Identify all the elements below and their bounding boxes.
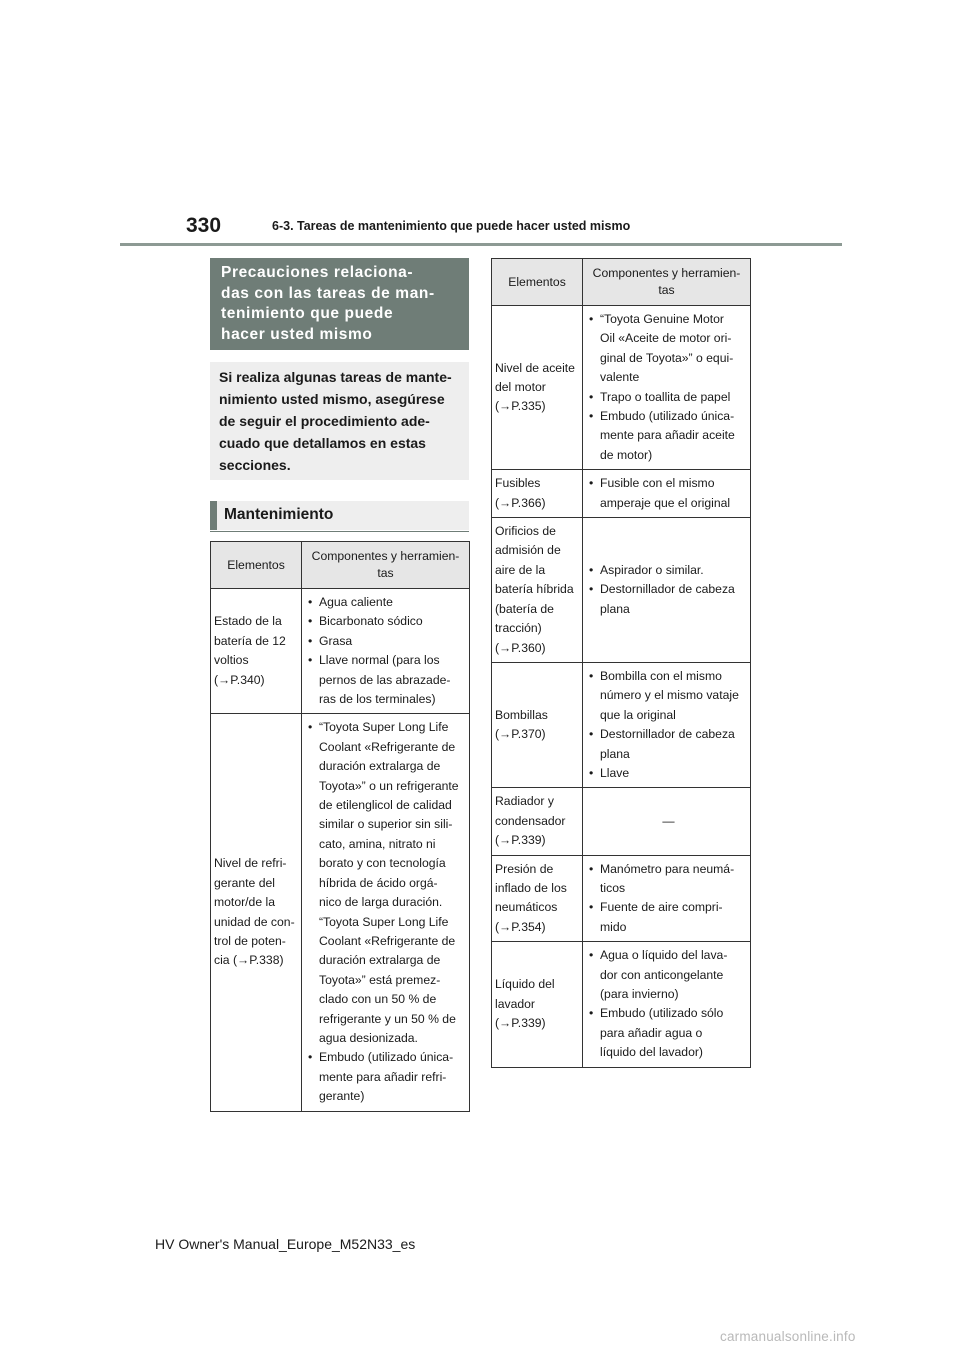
- caution-heading-line: tenimiento que puede: [221, 305, 394, 322]
- component-line: • Fusible con el mismo: [600, 476, 715, 491]
- component-line: híbrida de ácido orgá-: [319, 875, 438, 890]
- column-header-line: tas: [658, 283, 675, 297]
- item-cell: [492, 855, 583, 942]
- component-line: amperaje que el original: [600, 495, 731, 510]
- item-cell: [492, 662, 583, 787]
- component-line: duración extralarga de: [319, 759, 441, 774]
- item-line: admisión de: [495, 543, 561, 558]
- item-line: Presión de: [495, 861, 554, 876]
- item-line: voltios: [214, 653, 249, 668]
- item-line: Fusibles: [495, 476, 541, 491]
- intro-line: nimiento usted mismo, asegúrese: [219, 391, 445, 407]
- component-line: • Agua o líquido del lava-: [600, 948, 728, 963]
- component-line: duración extralarga de: [319, 953, 441, 968]
- component-line: plana: [600, 601, 630, 616]
- component-bullet: [589, 580, 748, 619]
- item-cell: [492, 788, 583, 855]
- component-bullet: [589, 667, 748, 725]
- component-line: • Llave: [600, 765, 630, 780]
- components-cell: [583, 306, 751, 470]
- component-bullet: [308, 718, 467, 1048]
- component-line: ginal de Toyota»” o equi-: [600, 350, 734, 365]
- components-cell: [583, 942, 751, 1067]
- item-line: (→P.339): [495, 1016, 546, 1031]
- item-line: unidad de con-: [214, 914, 295, 929]
- component-line: líquido del lavador): [600, 1045, 703, 1060]
- component-line: • Destornillador de cabeza: [600, 582, 735, 597]
- column-header-components: [302, 542, 470, 589]
- component-bullet: [308, 593, 467, 612]
- components-cell: [583, 855, 751, 942]
- intro-line: cuado que detallamos en estas: [219, 435, 426, 451]
- item-line: (→P.354): [495, 919, 546, 934]
- component-line: Toyota»” está premez-: [319, 972, 441, 987]
- item-line: gerante del: [214, 875, 275, 890]
- component-line: mido: [600, 919, 627, 934]
- component-line: valente: [600, 370, 640, 385]
- maintenance-table-left: [210, 541, 470, 1112]
- component-line: • “Toyota Super Long Life: [319, 720, 449, 735]
- component-line: pernos de las abrazade-: [319, 672, 451, 687]
- component-line: mente para añadir refri-: [319, 1069, 447, 1084]
- item-line: trol de poten-: [214, 933, 286, 948]
- column-header-line: Componentes y herramien-: [592, 266, 741, 280]
- components-cell: [583, 518, 751, 663]
- column-header-elements: Elementos: [211, 542, 302, 589]
- component-line: • Manómetro para neumá-: [600, 861, 735, 876]
- components-cell: [583, 470, 751, 518]
- component-line: agua desionizada.: [319, 1030, 418, 1045]
- component-line: clado con un 50 % de: [319, 992, 437, 1007]
- table-row: [492, 942, 751, 1067]
- component-line: Coolant «Refrigerante de: [319, 739, 456, 754]
- table-row: [492, 855, 751, 942]
- item-line: (→P.360): [495, 640, 546, 655]
- table-row: [211, 589, 470, 714]
- item-line: Orificios de: [495, 524, 556, 539]
- component-bullet: [589, 310, 748, 388]
- intro-line: de seguir el procedimiento ade-: [219, 413, 430, 429]
- component-line: • Fuente de aire compri-: [600, 900, 723, 915]
- table-row: [492, 470, 751, 518]
- intro-box: [210, 362, 469, 480]
- component-line: • Trapo o toallita de papel: [600, 389, 731, 404]
- item-line: Nivel de aceite: [495, 360, 575, 375]
- item-cell: [492, 306, 583, 470]
- component-line: “Toyota Super Long Life: [319, 914, 449, 929]
- component-line: Oil «Aceite de motor ori-: [600, 331, 732, 346]
- item-line: (→P.339): [495, 833, 546, 848]
- section-title: 6-3. Tareas de mantenimiento que puede hacer usted mismo: [272, 219, 631, 233]
- item-cell: [492, 470, 583, 518]
- component-line: • Destornillador de cabeza: [600, 727, 735, 742]
- item-cell: [211, 714, 302, 1111]
- component-line: refrigerante y un 50 % de: [319, 1011, 456, 1026]
- component-line: • Embudo (utilizado única-: [319, 1050, 454, 1065]
- table-row: [492, 306, 751, 470]
- component-line: • Llave normal (para los: [319, 653, 440, 668]
- item-line: (→P.340): [214, 672, 265, 687]
- component-bullet: [589, 764, 748, 783]
- item-line: del motor: [495, 379, 546, 394]
- component-line: que la original: [600, 707, 676, 722]
- components-cell: [302, 589, 470, 714]
- component-line: • Agua caliente: [319, 595, 393, 609]
- component-bullet: [308, 612, 467, 631]
- table-header-row: [492, 259, 751, 306]
- component-line: plana: [600, 746, 630, 761]
- item-line: Estado de la: [214, 614, 282, 629]
- column-header-elements: Elementos: [492, 259, 583, 306]
- component-bullet: [589, 725, 748, 764]
- item-line: Radiador y: [495, 794, 554, 809]
- item-cell: [492, 518, 583, 663]
- component-line: mente para añadir aceite: [600, 428, 735, 443]
- item-line: (→P.370): [495, 727, 546, 742]
- item-line: batería de 12: [214, 633, 286, 648]
- components-cell: [302, 714, 470, 1111]
- maintenance-heading: Mantenimiento: [210, 501, 469, 530]
- component-line: • Grasa: [319, 633, 353, 648]
- component-line: cato, amina, nitrato ni: [319, 836, 436, 851]
- component-bullet: [589, 1004, 748, 1062]
- component-bullet: [589, 946, 748, 1004]
- intro-line: Si realiza algunas tareas de mante-: [219, 369, 452, 385]
- component-line: borato y con tecnología: [319, 856, 446, 871]
- item-line: tracción): [495, 621, 542, 636]
- component-bullet: [589, 561, 748, 580]
- component-line: • Embudo (utilizado sólo: [600, 1006, 724, 1021]
- component-bullet: [589, 388, 748, 407]
- watermark: carmanualsonline.info: [720, 1329, 856, 1344]
- components-cell: [583, 662, 751, 787]
- table-row: [492, 788, 751, 855]
- item-line: motor/de la: [214, 895, 275, 910]
- caution-heading-line: Precauciones relaciona-: [221, 264, 414, 281]
- table-row: [211, 714, 470, 1111]
- component-bullet: [308, 632, 467, 651]
- component-line: gerante): [319, 1089, 365, 1104]
- intro-line: secciones.: [219, 457, 291, 473]
- component-line: Coolant «Refrigerante de: [319, 933, 456, 948]
- item-line: (→P.335): [495, 399, 546, 414]
- table-row: [492, 518, 751, 663]
- component-line: • Bicarbonato sódico: [319, 614, 423, 629]
- component-line: Toyota»” o un refrigerante: [319, 778, 459, 793]
- item-line: batería híbrida: [495, 582, 574, 597]
- component-line: similar o superior sin sili-: [319, 817, 453, 832]
- header-rule: [120, 243, 842, 246]
- component-bullet: [589, 898, 748, 937]
- component-line: ras de los terminales): [319, 692, 436, 707]
- caution-heading-line: hacer usted mismo: [221, 325, 373, 343]
- item-line: inflado de los: [495, 880, 567, 895]
- column-header-line: Componentes y herramien-: [311, 549, 460, 563]
- component-bullet: [589, 860, 748, 899]
- component-bullet: [589, 407, 748, 465]
- component-line: para añadir agua o: [600, 1025, 703, 1040]
- item-line: Nivel de refri-: [214, 856, 287, 871]
- component-line: número y el mismo vataje: [600, 688, 739, 703]
- component-line: ticos: [600, 880, 626, 895]
- item-line: neumáticos: [495, 900, 558, 915]
- component-bullet: [308, 1048, 467, 1106]
- item-line: cia (→P.338): [214, 953, 284, 968]
- component-line: de etilenglicol de calidad: [319, 798, 452, 813]
- footer-manual-id: HV Owner's Manual_Europe_M52N33_es: [155, 1236, 416, 1252]
- table-header-row: [211, 542, 470, 589]
- item-cell: [492, 942, 583, 1067]
- item-line: condensador: [495, 813, 566, 828]
- maintenance-table-right: [491, 258, 751, 1068]
- caution-heading-line: das con las tareas de man-: [221, 284, 435, 302]
- column-header-components: [583, 259, 751, 306]
- components-cell: —: [583, 788, 751, 855]
- component-line: dor con anticongelante: [600, 967, 724, 982]
- item-cell: [211, 589, 302, 714]
- item-line: (→P.366): [495, 495, 546, 510]
- component-line: • Aspirador o similar.: [600, 562, 704, 577]
- page-number: 330: [186, 214, 222, 237]
- caution-heading-box: [210, 258, 469, 350]
- component-bullet: [308, 651, 467, 709]
- item-line: Líquido del: [495, 977, 555, 992]
- component-line: • “Toyota Genuine Motor: [600, 312, 724, 326]
- component-line: nico de larga duración.: [319, 895, 443, 910]
- item-line: Bombillas: [495, 707, 548, 722]
- component-line: • Bombilla con el mismo: [600, 668, 722, 683]
- table-row: [492, 662, 751, 787]
- item-line: (batería de: [495, 601, 554, 616]
- component-line: • Embudo (utilizado única-: [600, 409, 735, 424]
- item-line: aire de la: [495, 562, 546, 577]
- component-line: (para invierno): [600, 987, 679, 1001]
- column-header-line: tas: [377, 566, 394, 580]
- item-line: lavador: [495, 996, 535, 1011]
- component-line: de motor): [600, 447, 653, 462]
- component-bullet: [589, 474, 748, 513]
